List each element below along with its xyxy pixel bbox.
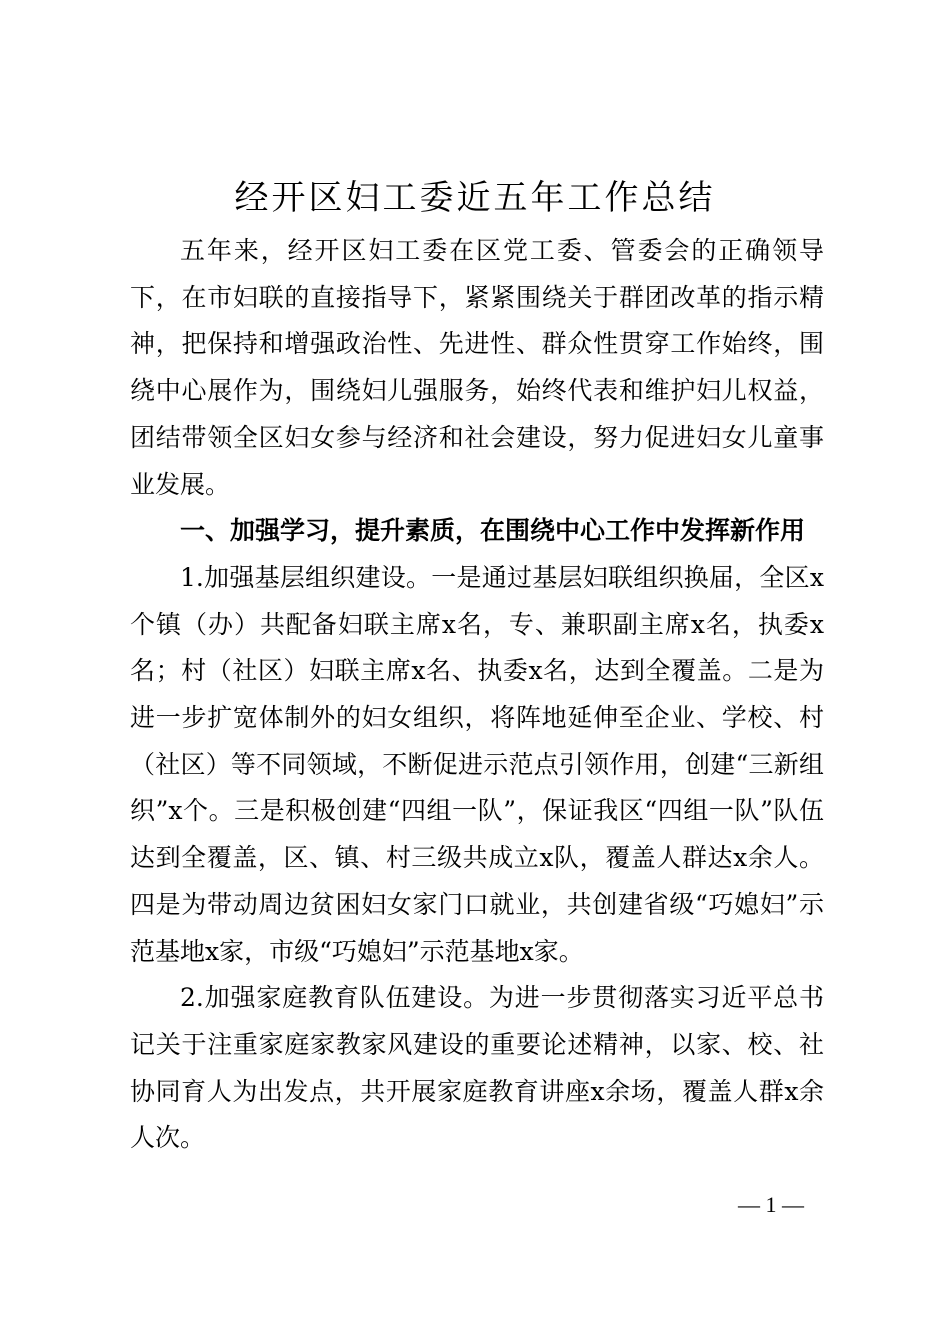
section-heading-1: 一、加强学习，提升素质，在围绕中心工作中发挥新作用 [180, 516, 806, 546]
paragraph-item-1: 1.加强基层组织建设。一是通过基层妇联组织换届，全区x个镇（办）共配备妇联主席x名，专、兼职副主席x名，执委x名；村（社区）妇联主席x名、执委x名，达到全覆盖。二是为进一步扩宽体制外的妇女组织，将阵地延伸至企业、学校、村（社区）等不同领域，不断促进示范点引领作用，创建“三新组织”x个。三是积极创建“四组一队”，保证我区“四组一队”队伍达到全覆盖，区、镇、村三级共成立x队，覆盖人群达x余人。四是为带动周边贫困妇女家门口就业，共创建省级“巧媳妇”示范基地x家，市级“巧媳妇”示范基地x家。 [130, 562, 824, 966]
document-body [130, 228, 824, 1162]
intro-paragraph: 五年来，经开区妇工委在区党工委、管委会的正确领导下，在市妇联的直接指导下，紧紧围绕关于群团改革的指示精神，把保持和增强政治性、先进性、群众性贯穿工作始终，围绕中心展作为，围绕妇儿强服务，始终代表和维护妇儿权益，团结带领全区妇女参与经济和社会建设，努力促进妇女儿童事业发展。 [130, 236, 824, 499]
paragraph-item-2: 2.加强家庭教育队伍建设。为进一步贯彻落实习近平总书记关于注重家庭家教家风建设的重要论述精神，以家、校、社协同育人为出发点，共开展家庭教育讲座x余场，覆盖人群x余人次。 [130, 983, 824, 1153]
document-title: 经开区妇工委近五年工作总结 [234, 178, 716, 218]
page-number: — 1 — [738, 1192, 804, 1217]
